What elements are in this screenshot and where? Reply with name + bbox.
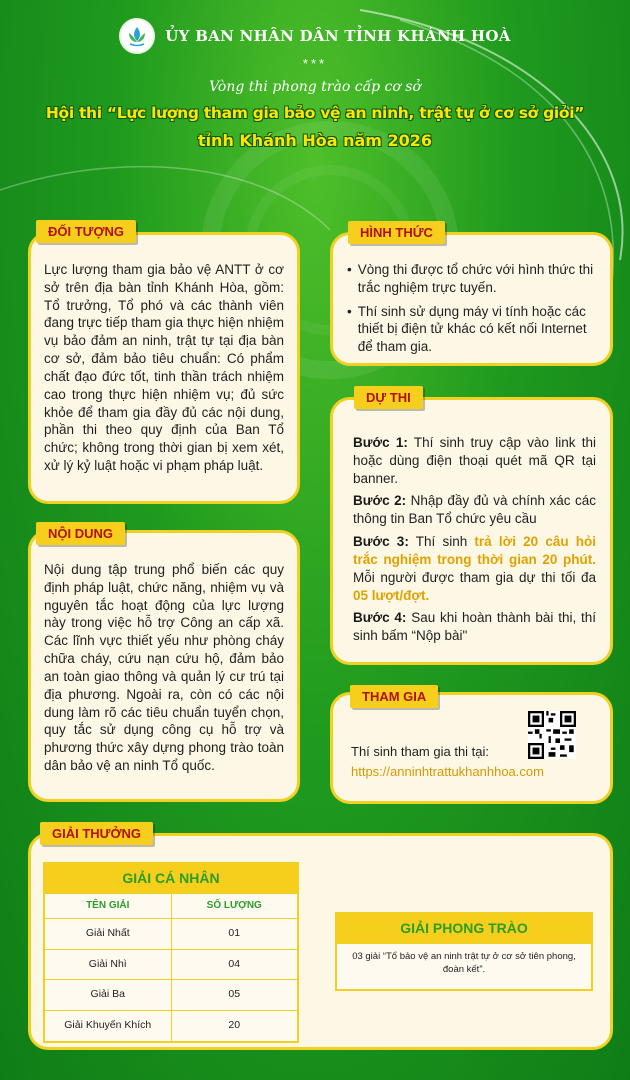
- bullet-dot-icon: •: [347, 303, 352, 319]
- giai-thuong-label: GIẢI THƯỞNG: [40, 822, 153, 845]
- tham-gia-card: [330, 692, 613, 804]
- step-2: [353, 492, 596, 528]
- step-3-highlight: trả lời 20 câu hỏi trắc nghiệm trong thời gian 20 phút.: [353, 534, 597, 567]
- giai-phong-trao-title: GIẢI PHONG TRÀO: [337, 914, 591, 944]
- noi-dung-text: Nội dung tập trung phổ biến các quy định pháp luật, chức năng, nhiệm vụ và nguyên tắc hoạt động của lực lượng này trong việc hỗ trợ Công an cấp xã. Các lĩnh vực thiết yếu như phòng cháy chữa cháy, cứu nạn cứu hộ, đảm bảo an toàn giao thông và quản lý cư trú tại địa phương. Ngoài ra, còn có các nội dung làm rõ các tiêu chuẩn tuyển chọn, quy tắc sử dụng công cụ hỗ trợ và phương thức xây dựng phong trào toàn dân bảo vệ an ninh Tổ quốc.: [44, 562, 284, 773]
- hinh-thuc-card: [330, 232, 613, 366]
- table-row: [45, 950, 297, 981]
- step-3-pre: Thí sinh: [408, 534, 475, 550]
- table-row: [45, 1011, 297, 1041]
- prize-name: Giải Nhì: [88, 957, 127, 970]
- contest-url-link[interactable]: https://anninhtrattukhanhhoa.com: [351, 764, 544, 779]
- du-thi-label: DỰ THI: [354, 386, 423, 409]
- bullet-text: Vòng thi được tổ chức với hình thức thi trắc nghiệm trực tuyến.: [357, 262, 594, 295]
- province-logo: [119, 18, 155, 54]
- column-header-qty: SỐ LƯỢNG: [171, 894, 298, 917]
- lotus-icon: [124, 23, 150, 49]
- prize-qty: 20: [171, 1011, 298, 1041]
- step-4-text: Sau khi hoàn thành bài thi, thí sinh bấm “Nộp bài": [353, 610, 596, 644]
- bullet-text: Thí sinh sử dụng máy vi tính hoặc các thiết bị điện tử khác có kết nối Internet để tham gia.: [357, 303, 587, 355]
- step-3-label: Bước 3:: [353, 534, 409, 550]
- doi-tuong-card: [28, 232, 300, 504]
- doi-tuong-text: Lực lượng tham gia bảo vệ ANTT ở cơ sở trên địa bàn tỉnh Khánh Hòa, gồm: Tổ trưởng, Tổ phó và các thành viên đang trực tiếp tham gia thực hiện nhiệm vụ bảo đảm an ninh, trật tự tại địa bàn cơ sở, đảm bảo tiêu chuẩn: Có phẩm chất đạo đức tốt, tinh thần trách nhiệm cao trong thực hiện nhiệm vụ; đủ sức khỏe để tham gia đầy đủ các nội dung, phần thi theo quy định của Ban Tổ chức; không trong thời gian bị xem xét, xử lý kỷ luật hoặc vi phạm pháp luật.: [44, 262, 284, 473]
- step-3-mid: Mỗi người được tham gia dự thi tối đa: [353, 569, 596, 585]
- step-3-limit: 05 lượt/đợt.: [353, 587, 430, 603]
- qr-code-icon[interactable]: [528, 711, 576, 759]
- header: [0, 18, 630, 150]
- table-row: [45, 919, 297, 950]
- giai-ca-nhan-table: [43, 862, 299, 1043]
- noi-dung-label: NỘI DUNG: [36, 522, 125, 545]
- tham-gia-label: THAM GIA: [350, 685, 438, 708]
- org-name: ỦY BAN NHÂN DÂN TỈNH KHÁNH HOÀ: [165, 27, 511, 45]
- bullet-dot-icon: •: [347, 262, 352, 277]
- round-subtitle: Vòng thi phong trào cấp cơ sở: [209, 79, 421, 95]
- giai-thuong-card: [28, 833, 613, 1050]
- noi-dung-card: [28, 530, 300, 802]
- column-header-name: TÊN GIẢI: [86, 900, 130, 912]
- hinh-thuc-bullet: [347, 261, 600, 297]
- table-row: [45, 980, 297, 1011]
- step-3: [353, 533, 596, 604]
- giai-phong-trao-box: [335, 912, 593, 991]
- step-2-label: Bước 2:: [353, 493, 407, 509]
- logo-row: [0, 18, 630, 54]
- step-1-text: Thí sinh truy cập vào link thi hoặc dùng điện thoại quét mã QR tại banner.: [353, 435, 596, 486]
- prize-name: Giải Ba: [90, 988, 125, 1001]
- step-1: [353, 434, 596, 487]
- prize-name: Giải Khuyến Khích: [64, 1019, 152, 1032]
- prize-qty: 04: [171, 950, 298, 980]
- prize-qty: 01: [171, 919, 298, 949]
- step-2-text: Nhập đầy đủ và chính xác các thông tin Ban Tổ chức yêu cầu: [353, 493, 596, 527]
- step-4-label: Bước 4:: [353, 610, 407, 626]
- contest-title: Hội thi “Lực lượng tham gia bảo vệ an ninh, trật tự ở cơ sở giỏi”: [45, 104, 585, 122]
- doi-tuong-label: ĐỐI TƯỢNG: [36, 220, 136, 243]
- stars-divider: ***: [302, 56, 328, 71]
- step-4: [353, 609, 596, 645]
- contest-title-year: tỉnh Khánh Hòa năm 2026: [197, 131, 433, 150]
- giai-ca-nhan-title: GIẢI CÁ NHÂN: [45, 864, 297, 894]
- tham-gia-text: Thí sinh tham gia thi tại:: [351, 744, 490, 759]
- hinh-thuc-label: HÌNH THỨC: [348, 221, 445, 244]
- giai-phong-trao-text: 03 giải “Tổ bảo vệ an ninh trật tự ở cơ sở tiên phong, đoàn kết”.: [352, 951, 576, 976]
- table-header-row: [45, 894, 297, 918]
- hinh-thuc-bullet: [347, 303, 600, 356]
- du-thi-card: [330, 397, 613, 665]
- prize-name: Giải Nhất: [85, 926, 130, 939]
- prize-qty: 05: [171, 980, 298, 1010]
- step-1-label: Bước 1:: [353, 435, 408, 450]
